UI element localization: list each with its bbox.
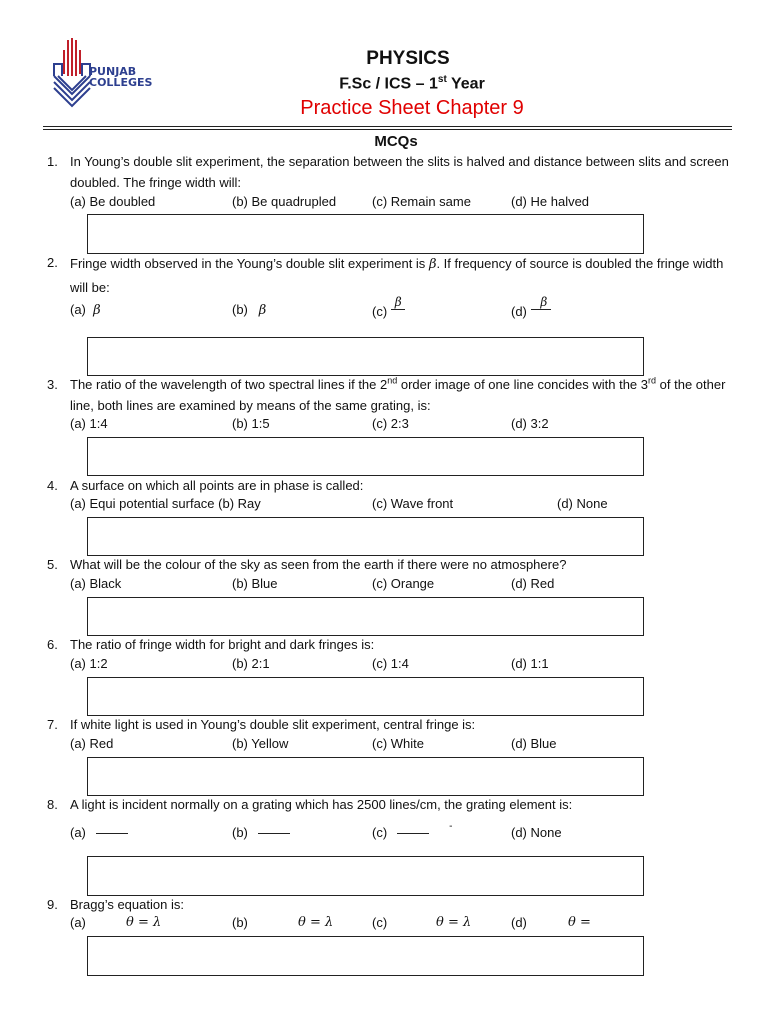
question-text-b: order image of one line concides with the 3 [397, 377, 649, 392]
question-text: What will be the colour of the sky as seen from the earth if there were no atmosphere? [70, 557, 567, 572]
option-d: (d) Red [511, 576, 555, 591]
answer-box-6[interactable] [87, 677, 644, 716]
question-text [70, 252, 737, 299]
logo-line-2: COLLEGES [89, 76, 153, 89]
question-number: 4. [47, 478, 58, 493]
question-number: 6. [47, 637, 58, 652]
header-rule-top [43, 126, 732, 127]
option-a: (a) 1:2 [70, 656, 108, 671]
beta-symbol: β [428, 257, 437, 272]
formula-a: θ = λ [126, 915, 162, 930]
option-b: (b) 1:5 [232, 416, 270, 431]
formula-b: θ = λ [298, 915, 334, 930]
answer-box-9[interactable] [87, 936, 644, 976]
option-d: (d) None [557, 496, 608, 511]
option-c [372, 296, 405, 318]
sheet-title: Practice Sheet Chapter 9 [300, 97, 524, 119]
question-text-c: of the other line, both lines are examined by means of the same grating, is: [70, 377, 726, 413]
formula-c: θ = λ [436, 915, 472, 930]
fraction-denominator [391, 310, 405, 318]
option-c: (c) 2:3 [372, 416, 409, 431]
question-number: 8. [47, 797, 58, 812]
options-2 [70, 295, 750, 322]
question-text [70, 374, 737, 416]
option-d: (d) 3:2 [511, 416, 549, 431]
question-text: The ratio of fringe width for bright and dark fringes is: [70, 637, 375, 652]
answer-box-4[interactable] [87, 517, 644, 556]
question-text-a: The ratio of the wavelength of two spectral lines if the 2 [70, 377, 388, 392]
fraction [531, 296, 551, 318]
option-c [372, 821, 453, 840]
option-label: (a) [70, 302, 86, 317]
option-c: (c) White [372, 736, 424, 751]
answer-box-3[interactable] [87, 437, 644, 476]
question-number: 1. [47, 154, 58, 169]
options-4 [70, 496, 750, 516]
option-label: (c) [372, 825, 388, 840]
option-c: (c) Orange [372, 576, 435, 591]
question-7 [47, 714, 737, 735]
option-label: (a) [70, 825, 86, 840]
tick-mark: - [449, 821, 453, 832]
answer-box-7[interactable] [87, 757, 644, 796]
beta-symbol: β [394, 295, 402, 309]
option-a: (a) Black [70, 576, 122, 591]
fraction-denominator [531, 310, 551, 318]
beta-symbol: β [258, 303, 267, 318]
option-c: (c) Wave front [372, 496, 454, 511]
superscript: nd [387, 375, 398, 386]
question-text: In Young’s double slit experiment, the separation between the slits is halved and distance between slits and screen doubled. The fringe width will: [70, 154, 729, 190]
answer-box-8[interactable] [87, 856, 644, 896]
answer-box-2[interactable] [87, 337, 644, 376]
option-b [232, 302, 266, 318]
question-number: 5. [47, 557, 58, 572]
answer-box-5[interactable] [87, 597, 644, 636]
option-d: (d) [511, 915, 527, 930]
question-3 [47, 374, 737, 416]
option-d: (d) 1:1 [511, 656, 549, 671]
question-2 [47, 252, 737, 299]
beta-symbol: β [93, 303, 101, 318]
fraction [391, 296, 405, 318]
option-b: (b) [232, 915, 248, 930]
options-1 [70, 194, 750, 214]
course-prefix: F.Sc / ICS – 1 [339, 75, 438, 93]
option-b [232, 825, 290, 840]
option-a: (a) Equi potential surface (b) Ray [70, 496, 261, 511]
header-rule-bottom [43, 129, 732, 130]
question-text-a: Fringe width observed in the Young’s double slit experiment is [70, 256, 426, 271]
beta-symbol: β [540, 295, 548, 309]
options-8 [70, 821, 750, 845]
question-number: 9. [47, 897, 58, 912]
options-7 [70, 736, 750, 756]
logo-line-1: PUNJAB [89, 65, 137, 78]
course-line [28, 74, 768, 93]
formula-d: θ = [568, 915, 591, 930]
question-text: If white light is used in Young’s double slit experiment, central fringe is: [70, 717, 476, 732]
options-3 [70, 416, 750, 436]
option-label: (c) [372, 304, 388, 320]
superscript: rd [648, 375, 657, 386]
option-c: (c) [372, 915, 388, 930]
option-a: (a) Be doubled [70, 194, 156, 209]
course-sup: st [437, 74, 447, 85]
question-8 [47, 794, 737, 815]
option-a: (a) Red [70, 736, 114, 751]
question-text: Bragg’s equation is: [70, 897, 184, 912]
options-6 [70, 656, 750, 676]
question-text-b: . If frequency of source is doubled the fringe width will be: [70, 256, 724, 295]
fraction-bar [96, 833, 128, 834]
question-9 [47, 894, 737, 915]
option-a: (a) 1:4 [70, 416, 108, 431]
option-b: (b) Blue [232, 576, 278, 591]
question-1 [47, 151, 737, 193]
fraction-bar [258, 833, 290, 834]
option-c: (c) Remain same [372, 194, 471, 209]
question-5 [47, 554, 737, 575]
option-b: (b) Be quadrupled [232, 194, 337, 209]
option-label: (b) [232, 825, 248, 840]
question-6 [47, 634, 737, 655]
question-number: 2. [47, 255, 58, 270]
option-label: (b) [232, 302, 248, 317]
option-a [70, 825, 128, 840]
option-d: (d) Blue [511, 736, 557, 751]
question-4 [47, 475, 737, 496]
option-a [70, 302, 101, 318]
question-number: 3. [47, 377, 58, 392]
option-d: (d) None [511, 825, 562, 840]
option-a: (a) [70, 915, 86, 930]
options-5 [70, 576, 750, 596]
section-title: MCQs [374, 133, 418, 150]
option-b: (b) 2:1 [232, 656, 270, 671]
option-d [511, 296, 551, 318]
subject-title: PHYSICS [366, 48, 450, 69]
fraction-bar [397, 833, 429, 834]
course-suffix: Year [446, 75, 485, 93]
question-text: A light is incident normally on a grating which has 2500 lines/cm, the grating element is: [70, 797, 573, 812]
option-d: (d) He halved [511, 194, 590, 209]
option-b: (b) Yellow [232, 736, 289, 751]
question-number: 7. [47, 717, 58, 732]
options-9 [70, 915, 750, 935]
option-label: (d) [511, 304, 527, 320]
question-text: A surface on which all points are in phase is called: [70, 478, 364, 493]
answer-box-1[interactable] [87, 214, 644, 254]
option-c: (c) 1:4 [372, 656, 409, 671]
